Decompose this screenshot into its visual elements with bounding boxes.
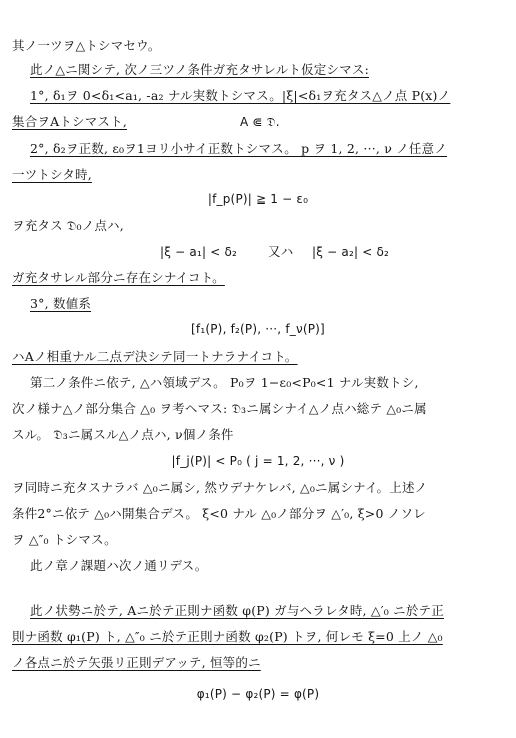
formula-line: φ₁(P) − φ₂(P) = φ(P) (196, 687, 320, 701)
text-line: 条件2°ニ依テ △₀ハ開集合デス。 ξ<0 ナル △₀ノ部分ヲ △′₀, ξ>0 ノソレ (12, 506, 426, 521)
formula-line: |ξ − a₁| < δ₂ (160, 245, 238, 259)
text-line: 第二ノ条件ニ依テ, △ハ領域デス。 P₀ヲ 1−ε₀<P₀<1 ナル実数トシ, (30, 375, 419, 390)
text-line: 其ノ一ツヲ△トシマセウ。 (12, 38, 161, 53)
formula-line: A ⋐ 𝔇. (240, 115, 280, 129)
formula-line: |f_p(P)| ≧ 1 − ε₀ (207, 192, 309, 206)
text-line: 此ノ状勢ニ於テ, Aニ於テ正則ナ函数 φ(P) ガ与ヘラレタ時, △′₀ ニ於テ正 (30, 603, 444, 618)
text-line: 此ノ△ニ関シテ, 次ノ三ツノ条件ガ充タサレルト仮定シマス: (30, 62, 370, 77)
text-line: ヲ △″₀ トシマス。 (12, 532, 117, 547)
text-line: ノ各点ニ於テ矢張リ正則デアッテ, 恒等的ニ (12, 655, 261, 670)
condition-3-line: 3°, 数値系 (30, 296, 92, 311)
text-line: スル。 𝔇₃ニ属スル△ノ点ハ, ν個ノ条件 (12, 427, 234, 442)
formula-line: |f_j(P)| < P₀ ( j = 1, 2, ···, ν ) (171, 454, 345, 468)
formula-line: |ξ − a₂| < δ₂ (312, 245, 390, 259)
text-line: 一ツトシタ時, (12, 167, 92, 182)
text-line: 次ノ様ナ△ノ部分集合 △₀ ヲ考ヘマス: 𝔇₃ニ属シナイ△ノ点ハ総テ △₀ニ属 (12, 401, 427, 416)
condition-2-line: 2°, δ₂ヲ正数, ε₀ヲ1ヨリ小サイ正数トシマス。 p ヲ 1, 2, ···, ν ノ任意ノ (30, 141, 448, 156)
condition-1-line: 1°, δ₁ヲ 0<δ₁<a₁, -a₂ ナル実数トシマス。|ξ|<δ₁ヲ充タス△ノ点 P(x)ノ (30, 88, 451, 103)
text-line: ハAノ相重ナル二点デ決シテ同一トナラナイコト。 (12, 349, 298, 364)
text-line: ガ充タサレル部分ニ存在シナイコト。 (12, 270, 225, 285)
text-line: ヲ同時ニ充タスナラバ △₀ニ属シ, 然ウデナケレバ, △₀ニ属シナイ。上述ノ (12, 480, 428, 495)
formula-line: [f₁(P), f₂(P), ···, f_ν(P)] (191, 322, 325, 336)
text-line: 又ハ (268, 244, 294, 259)
text-line: 則ナ函数 φ₁(P) ト, △″₀ ニ於テ正則ナ函数 φ₂(P) トヲ, 何レモ ξ=0 上ノ △₀ (12, 629, 443, 644)
text-line: 此ノ章ノ課題ハ次ノ通リデス。 (30, 558, 208, 573)
text-line: 集合ヲAトシマスト, (12, 114, 128, 129)
text-line: ヲ充タス 𝔇₀ノ点ハ, (12, 218, 124, 233)
